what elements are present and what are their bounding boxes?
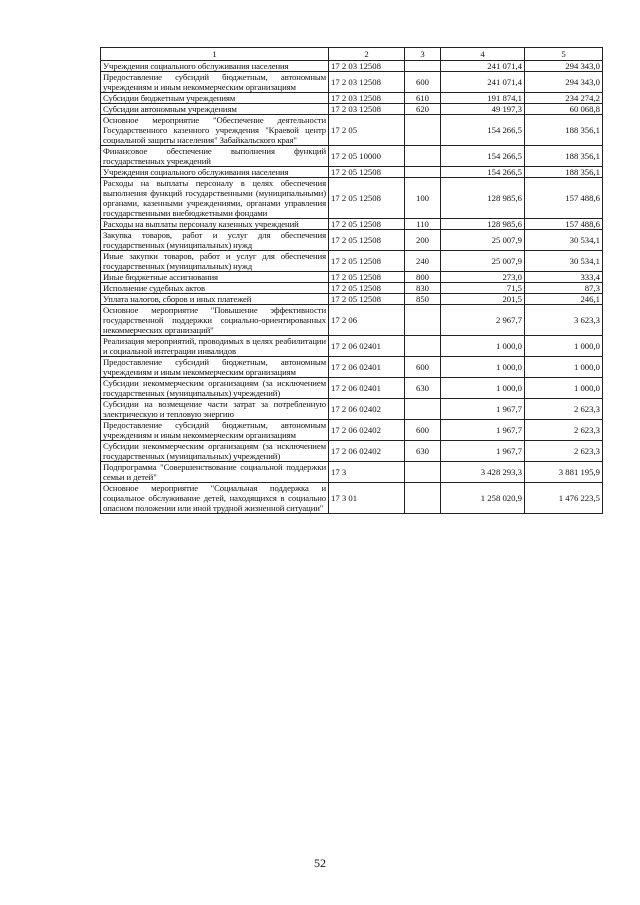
row-amount-1-cell: 154 266,5 bbox=[441, 146, 525, 167]
row-code-cell: 17 2 06 02401 bbox=[329, 378, 405, 399]
row-code-cell: 17 2 05 12508 bbox=[329, 178, 405, 219]
row-amount-1-cell: 1 000,0 bbox=[441, 378, 525, 399]
row-name-cell: Исполнение судебных актов bbox=[101, 283, 329, 294]
row-amount-1-cell: 1 967,7 bbox=[441, 441, 525, 462]
row-amount-2-cell: 1 476 223,5 bbox=[525, 483, 603, 514]
row-type-cell: 830 bbox=[405, 283, 441, 294]
row-code-cell: 17 2 03 12508 bbox=[329, 104, 405, 115]
row-type-cell: 630 bbox=[405, 378, 441, 399]
row-name-cell: Учреждения социального обслуживания населения bbox=[101, 167, 329, 178]
row-amount-2-cell: 60 068,8 bbox=[525, 104, 603, 115]
row-amount-1-cell: 154 266,5 bbox=[441, 115, 525, 146]
header-col-5: 5 bbox=[525, 48, 603, 61]
row-code-cell: 17 2 03 12508 bbox=[329, 61, 405, 72]
header-col-3: 3 bbox=[405, 48, 441, 61]
row-name-cell: Расходы на выплаты персоналу в целях обеспечения выполнения функций государственными (муниципальными) органами, казенными учреждениями, органами управления государственными внебюджетными фондами bbox=[101, 178, 329, 219]
row-amount-2-cell: 3 881 195,9 bbox=[525, 462, 603, 483]
row-code-cell: 17 2 05 12508 bbox=[329, 251, 405, 272]
header-col-2: 2 bbox=[329, 48, 405, 61]
row-amount-1-cell: 154 266,5 bbox=[441, 167, 525, 178]
row-code-cell: 17 2 05 12508 bbox=[329, 219, 405, 230]
row-code-cell: 17 2 06 02402 bbox=[329, 441, 405, 462]
row-amount-2-cell: 1 000,0 bbox=[525, 357, 603, 378]
row-name-cell: Субсидии на возмещение части затрат за потребленную электрическую и тепловую энергию bbox=[101, 399, 329, 420]
table-row bbox=[101, 441, 603, 462]
row-type-cell: 600 bbox=[405, 72, 441, 93]
row-amount-2-cell: 333,4 bbox=[525, 272, 603, 283]
row-amount-1-cell: 241 071,4 bbox=[441, 61, 525, 72]
row-amount-1-cell: 191 874,1 bbox=[441, 93, 525, 104]
table-row bbox=[101, 146, 603, 167]
table-row bbox=[101, 305, 603, 336]
row-type-cell: 800 bbox=[405, 272, 441, 283]
table-row bbox=[101, 251, 603, 272]
row-type-cell: 630 bbox=[405, 441, 441, 462]
row-code-cell: 17 2 05 bbox=[329, 115, 405, 146]
row-type-cell: 600 bbox=[405, 357, 441, 378]
header-col-1: 1 bbox=[101, 48, 329, 61]
row-type-cell: 620 bbox=[405, 104, 441, 115]
row-name-cell: Основное мероприятие "Обеспечение деятельности Государственного казенного учреждения "Краевой центр социальной защиты населения" Забайкальского края" bbox=[101, 115, 329, 146]
row-name-cell: Основное мероприятие "Социальная поддержка и социальное обслуживание детей, находящихся в социально опасном положении или иной трудной жизненной ситуации" bbox=[101, 483, 329, 514]
row-amount-1-cell: 1 000,0 bbox=[441, 357, 525, 378]
row-name-cell: Подпрограмма "Совершенствование социальной поддержки семьи и детей" bbox=[101, 462, 329, 483]
row-code-cell: 17 2 05 12508 bbox=[329, 230, 405, 251]
row-name-cell: Субсидии некоммерческим организациям (за исключением государственных (муниципальных) учреждений) bbox=[101, 441, 329, 462]
row-code-cell: 17 2 05 12508 bbox=[329, 272, 405, 283]
header-col-4: 4 bbox=[441, 48, 525, 61]
row-amount-2-cell: 188 356,1 bbox=[525, 115, 603, 146]
row-amount-2-cell: 2 623,3 bbox=[525, 441, 603, 462]
row-type-cell bbox=[405, 61, 441, 72]
row-code-cell: 17 2 06 bbox=[329, 305, 405, 336]
row-type-cell: 600 bbox=[405, 420, 441, 441]
table-row bbox=[101, 483, 603, 514]
table-row bbox=[101, 357, 603, 378]
row-code-cell: 17 2 06 02402 bbox=[329, 420, 405, 441]
row-amount-1-cell: 3 428 293,3 bbox=[441, 462, 525, 483]
row-amount-1-cell: 49 197,3 bbox=[441, 104, 525, 115]
row-type-cell bbox=[405, 115, 441, 146]
row-type-cell bbox=[405, 336, 441, 357]
row-amount-1-cell: 25 007,9 bbox=[441, 230, 525, 251]
row-name-cell: Закупка товаров, работ и услуг для обеспечения государственных (муниципальных) нужд bbox=[101, 230, 329, 251]
row-name-cell: Иные закупки товаров, работ и услуг для обеспечения государственных (муниципальных) нужд bbox=[101, 251, 329, 272]
table-row bbox=[101, 93, 603, 104]
row-amount-1-cell: 241 071,4 bbox=[441, 72, 525, 93]
row-code-cell: 17 2 05 12508 bbox=[329, 167, 405, 178]
row-type-cell bbox=[405, 167, 441, 178]
row-type-cell: 100 bbox=[405, 178, 441, 219]
table-row bbox=[101, 61, 603, 72]
row-name-cell: Предоставление субсидий бюджетным, автономным учреждениям и иным некоммерческим организациям bbox=[101, 357, 329, 378]
table-row bbox=[101, 336, 603, 357]
table-row bbox=[101, 283, 603, 294]
row-name-cell: Реализация мероприятий, проводимых в целях реабилитации и социальной интеграции инвалидов bbox=[101, 336, 329, 357]
table-row bbox=[101, 178, 603, 219]
row-amount-1-cell: 128 985,6 bbox=[441, 178, 525, 219]
table-body bbox=[101, 61, 603, 514]
row-amount-2-cell: 1 000,0 bbox=[525, 378, 603, 399]
row-amount-1-cell: 2 967,7 bbox=[441, 305, 525, 336]
row-amount-2-cell: 1 000,0 bbox=[525, 336, 603, 357]
row-name-cell: Предоставление субсидий бюджетным, автономным учреждениям и иным некоммерческим организациям bbox=[101, 420, 329, 441]
row-amount-2-cell: 157 488,6 bbox=[525, 219, 603, 230]
row-type-cell: 240 bbox=[405, 251, 441, 272]
row-amount-2-cell: 3 623,3 bbox=[525, 305, 603, 336]
row-name-cell: Основное мероприятие "Повышение эффективности государственной поддержки социально-ориентированных некоммерческих организаций" bbox=[101, 305, 329, 336]
row-amount-1-cell: 25 007,9 bbox=[441, 251, 525, 272]
row-amount-1-cell: 1 967,7 bbox=[441, 399, 525, 420]
table-row bbox=[101, 72, 603, 93]
row-code-cell: 17 3 01 bbox=[329, 483, 405, 514]
table-row bbox=[101, 219, 603, 230]
row-type-cell: 110 bbox=[405, 219, 441, 230]
row-amount-1-cell: 128 985,6 bbox=[441, 219, 525, 230]
header-row bbox=[101, 48, 603, 61]
row-name-cell: Предоставление субсидий бюджетным, автономным учреждениям и иным некоммерческим организациям bbox=[101, 72, 329, 93]
row-type-cell bbox=[405, 483, 441, 514]
row-code-cell: 17 2 06 02401 bbox=[329, 357, 405, 378]
table-row bbox=[101, 420, 603, 441]
table-row bbox=[101, 272, 603, 283]
page-number: 52 bbox=[314, 856, 326, 870]
row-amount-2-cell: 2 623,3 bbox=[525, 420, 603, 441]
row-amount-2-cell: 234 274,2 bbox=[525, 93, 603, 104]
row-code-cell: 17 2 03 12508 bbox=[329, 93, 405, 104]
row-amount-2-cell: 294 343,0 bbox=[525, 61, 603, 72]
row-amount-2-cell: 30 534,1 bbox=[525, 251, 603, 272]
table-row bbox=[101, 230, 603, 251]
row-name-cell: Субсидии автономным учреждениям bbox=[101, 104, 329, 115]
row-type-cell bbox=[405, 462, 441, 483]
table-row bbox=[101, 462, 603, 483]
table-row bbox=[101, 399, 603, 420]
table-row bbox=[101, 167, 603, 178]
row-amount-2-cell: 188 356,1 bbox=[525, 167, 603, 178]
row-amount-2-cell: 2 623,3 bbox=[525, 399, 603, 420]
row-amount-2-cell: 294 343,0 bbox=[525, 72, 603, 93]
row-amount-1-cell: 201,5 bbox=[441, 294, 525, 305]
row-name-cell: Учреждения социального обслуживания населения bbox=[101, 61, 329, 72]
row-code-cell: 17 2 06 02402 bbox=[329, 399, 405, 420]
row-type-cell: 850 bbox=[405, 294, 441, 305]
row-name-cell: Субсидии бюджетным учреждениям bbox=[101, 93, 329, 104]
row-amount-2-cell: 246,1 bbox=[525, 294, 603, 305]
table-row bbox=[101, 294, 603, 305]
row-amount-1-cell: 1 000,0 bbox=[441, 336, 525, 357]
row-amount-1-cell: 1 967,7 bbox=[441, 420, 525, 441]
row-amount-1-cell: 273,0 bbox=[441, 272, 525, 283]
row-type-cell bbox=[405, 305, 441, 336]
row-type-cell: 200 bbox=[405, 230, 441, 251]
row-type-cell bbox=[405, 146, 441, 167]
row-code-cell: 17 2 05 10000 bbox=[329, 146, 405, 167]
row-code-cell: 17 2 06 02401 bbox=[329, 336, 405, 357]
row-code-cell: 17 2 03 12508 bbox=[329, 72, 405, 93]
row-type-cell: 610 bbox=[405, 93, 441, 104]
row-name-cell: Иные бюджетные ассигнования bbox=[101, 272, 329, 283]
table-row bbox=[101, 378, 603, 399]
row-amount-2-cell: 188 356,1 bbox=[525, 146, 603, 167]
row-type-cell bbox=[405, 399, 441, 420]
table-row bbox=[101, 115, 603, 146]
budget-table bbox=[100, 47, 603, 514]
row-code-cell: 17 2 05 12508 bbox=[329, 283, 405, 294]
row-name-cell: Расходы на выплаты персоналу казенных учреждений bbox=[101, 219, 329, 230]
row-name-cell: Субсидии некоммерческим организациям (за исключением государственных (муниципальных) учреждений) bbox=[101, 378, 329, 399]
row-amount-2-cell: 30 534,1 bbox=[525, 230, 603, 251]
row-amount-2-cell: 157 488,6 bbox=[525, 178, 603, 219]
row-amount-2-cell: 87,3 bbox=[525, 283, 603, 294]
row-code-cell: 17 3 bbox=[329, 462, 405, 483]
row-amount-1-cell: 1 258 020,9 bbox=[441, 483, 525, 514]
row-name-cell: Финансовое обеспечение выполнения функций государственных учреждений bbox=[101, 146, 329, 167]
row-code-cell: 17 2 05 12508 bbox=[329, 294, 405, 305]
row-amount-1-cell: 71,5 bbox=[441, 283, 525, 294]
table-row bbox=[101, 104, 603, 115]
row-name-cell: Уплата налогов, сборов и иных платежей bbox=[101, 294, 329, 305]
